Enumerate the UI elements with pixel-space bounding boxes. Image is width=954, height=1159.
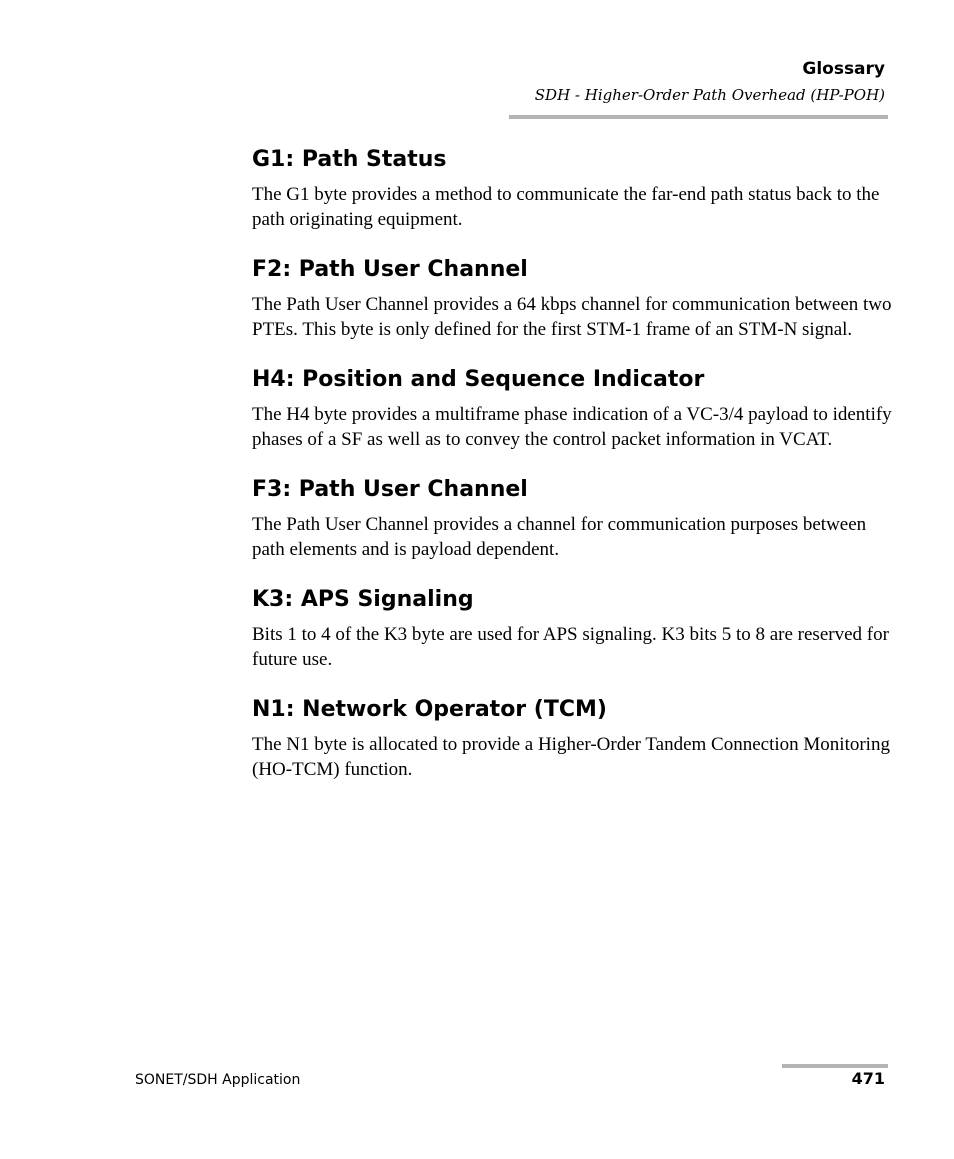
section-body: The G1 byte provides a method to communicate the far-end path status back to the path originating equipment. (252, 184, 880, 230)
section-title: H4: Position and Sequence Indicator (252, 367, 705, 392)
section-title: F2: Path User Channel (252, 257, 528, 282)
page-content (252, 144, 892, 804)
section-body: Bits 1 to 4 of the K3 byte are used for APS signaling. K3 bits 5 to 8 are reserved for future use. (252, 624, 889, 670)
section-title: G1: Path Status (252, 147, 447, 172)
section-title: N1: Network Operator (TCM) (252, 697, 607, 722)
section-k3 (252, 584, 892, 672)
section-h4 (252, 364, 892, 452)
header-divider (509, 115, 888, 119)
header-subtitle: SDH - Higher-Order Path Overhead (HP-POH) (534, 86, 885, 104)
section-g1 (252, 144, 892, 232)
section-body: The N1 byte is allocated to provide a Higher-Order Tandem Connection Monitoring (HO-TCM) function. (252, 734, 890, 780)
section-body: The Path User Channel provides a 64 kbps channel for communication between two PTEs. This byte is only defined for the first STM-1 frame of an STM-N signal. (252, 294, 892, 340)
section-f3 (252, 474, 892, 562)
section-n1 (252, 694, 892, 782)
section-title: K3: APS Signaling (252, 587, 474, 612)
header-title: Glossary (802, 59, 885, 79)
page-header (535, 58, 885, 106)
section-body: The H4 byte provides a multiframe phase indication of a VC-3/4 payload to identify phases of a SF as well as to convey the control packet information in VCAT. (252, 404, 892, 450)
page-number: 471 (851, 1069, 885, 1088)
section-body: The Path User Channel provides a channel for communication purposes between path elements and is payload dependent. (252, 514, 867, 560)
footer-divider (782, 1064, 888, 1068)
section-f2 (252, 254, 892, 342)
section-title: F3: Path User Channel (252, 477, 528, 502)
footer-document-name: SONET/SDH Application (135, 1072, 301, 1088)
